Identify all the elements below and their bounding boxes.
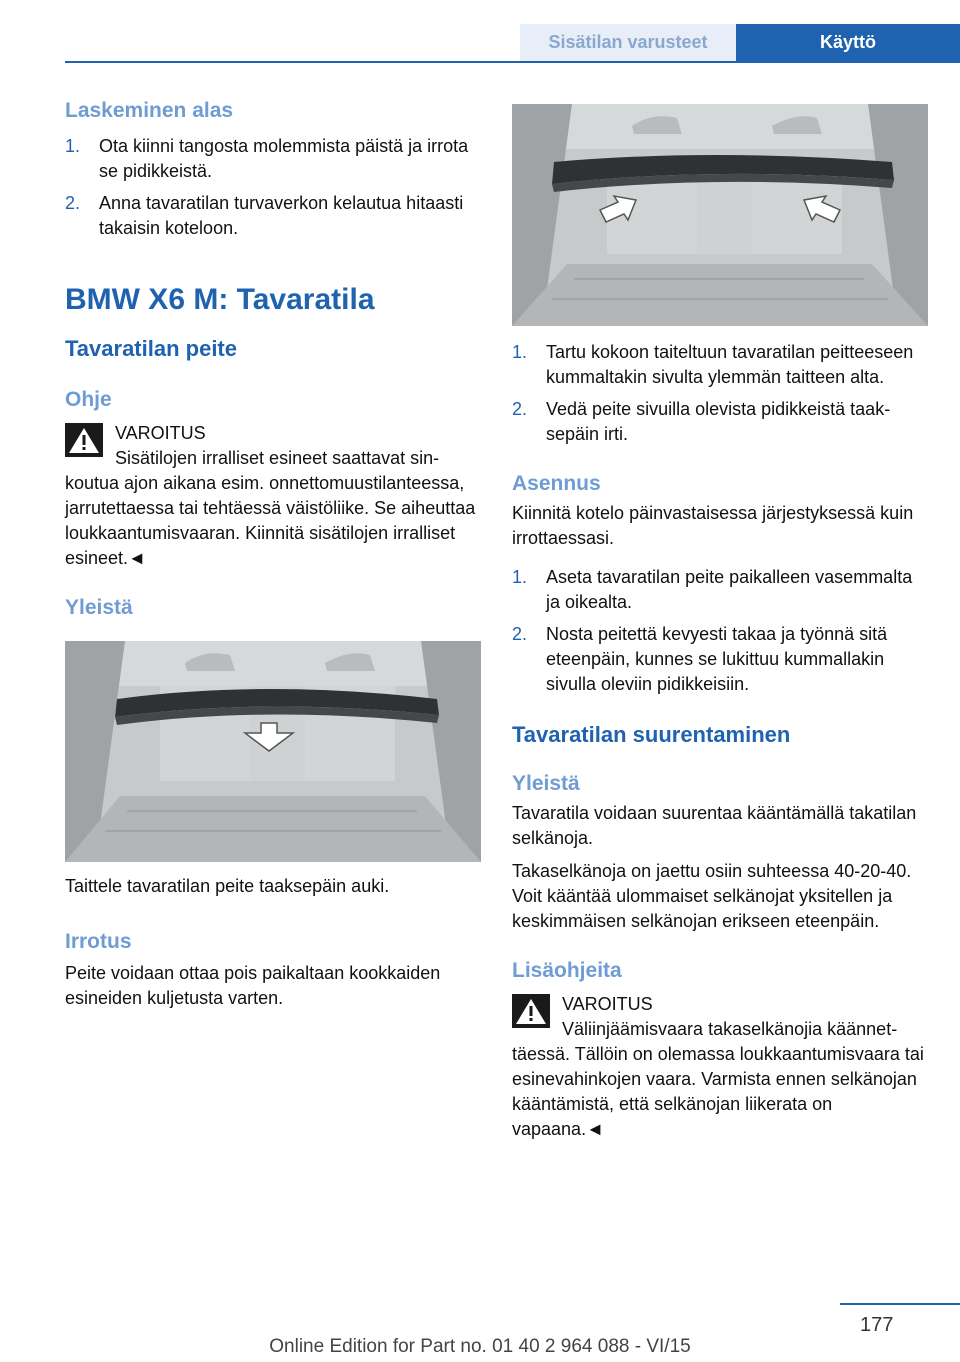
- page-number: 177: [860, 1314, 894, 1336]
- removal-heading: Irrotus: [65, 930, 132, 953]
- general-2-text-1: Tavaratila voidaan suurentaa kääntämällä takatilan selkänoja.: [512, 803, 917, 848]
- list-item: 1. Aseta tavaratilan peite paikalleen vasemmalta ja oikealta.: [512, 567, 913, 612]
- right-column: [512, 104, 928, 1142]
- header-rule: [65, 61, 960, 63]
- install-heading: Asennus: [512, 472, 601, 495]
- warning-text: Väliinjäämisvaara takaselkänojia käännettäessä. Tällöin on olemassa loukkaantumisvaara tai esinevahinkojen vaara. Varmista ennen selkänojan kääntämistä, että selkänojan liikerata on vapaana.◄: [512, 1019, 924, 1139]
- warning-block: [512, 992, 928, 1142]
- warning-label: VAROITUS: [115, 423, 206, 443]
- footer-rule: [840, 1303, 960, 1305]
- removal-text: Peite voidaan ottaa pois paikaltaan kookkaiden esineiden kuljetusta varten.: [65, 963, 441, 1008]
- list-item: 2. Nosta peitettä kevyesti takaa ja työnnä sitä eteenpäin, kunnes se lukittuu kummallakin sivulla oleviin pidikkeisiin.: [512, 624, 888, 694]
- note-heading: Ohje: [65, 388, 112, 411]
- warning-label: VAROITUS: [562, 994, 653, 1014]
- warning-icon: [65, 423, 103, 457]
- header-section-label: Sisätilan varusteet: [520, 24, 736, 61]
- figure-1-caption: Taittele tavaratilan peite taaksepäin auki.: [65, 876, 390, 896]
- warning-block: [65, 421, 481, 571]
- list-item: 2. Vedä peite sivuilla olevista pidikkeistä taaksepäin irti.: [512, 399, 891, 444]
- warning-icon: [512, 994, 550, 1028]
- list-item: 2. Anna tavaratilan turvaverkon kelautua hitaasti takaisin koteloon.: [65, 193, 464, 238]
- install-steps: [512, 565, 928, 697]
- warning-text: Sisätilojen irralliset esineet saattavat sinkoutua ajon aikana esim. onnettomuustilanteessa, jarrutettaessa tai tehtäessä väistöliike. Se aiheuttaa loukkaantumisvaaran. Kiinnitä sisätilojen irralliset esineet.◄: [65, 448, 476, 568]
- lowering-steps: [65, 134, 481, 241]
- left-column: [65, 96, 481, 1011]
- general-2-heading: Yleistä: [512, 772, 580, 795]
- tips-heading: Lisäohjeita: [512, 959, 622, 982]
- list-item: 1. Ota kiinni tangosta molemmista päistä ja irrota se pidikkeistä.: [65, 136, 469, 181]
- removal-steps: [512, 340, 928, 447]
- enlarge-heading: Tavaratilan suurentaminen: [512, 722, 791, 747]
- main-title: BMW X6 M: Tavaratila: [65, 283, 375, 316]
- general-2-text-2: Takaselkänoja on jaettu osiin suhteessa 40-20-40. Voit kääntää ulommaiset selkänojat yksitellen ja keskimmäisen selkänojan erikseen eteenpäin.: [512, 861, 912, 931]
- edition-footer: Online Edition for Part no. 01 40 2 964 088 - VI/15: [269, 1336, 691, 1357]
- cover-heading: Tavaratilan peite: [65, 336, 237, 361]
- header-chapter-tab[interactable]: Käyttö: [736, 24, 960, 61]
- install-text: Kiinnitä kotelo päinvastaisessa järjestyksessä kuin irrottaessasi.: [512, 503, 914, 548]
- lowering-heading: Laskeminen alas: [65, 99, 234, 122]
- trunk-cover-figure-2: [512, 104, 928, 326]
- general-heading: Yleistä: [65, 596, 133, 619]
- list-item: 1. Tartu kokoon taiteltuun tavaratilan peitteeseen kummaltakin sivulta ylemmän taitteen alta.: [512, 342, 914, 387]
- trunk-cover-figure-1: [65, 641, 481, 862]
